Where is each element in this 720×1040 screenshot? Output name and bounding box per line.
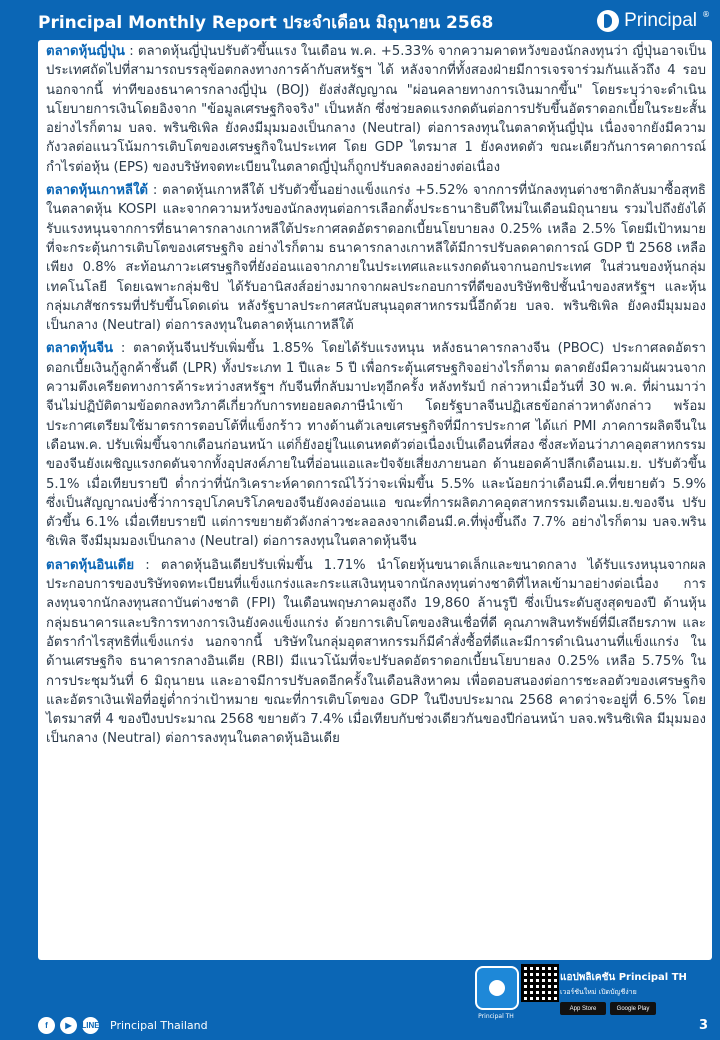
promo-subtitle: เวอร์ชันใหม่ เปิดบัญชีง่าย	[560, 988, 637, 996]
section-body-india: : ตลาดหุ้นอินเดียปรับเพิ่มขึ้น 1.71% นำโดยหุ้นขนาดเล็กและขนาดกลาง ได้รับแรงหนุนจากผลประกอบการของบริษัทจดทะเบียนที่แข็งแกร่งและกระแสเงินทุนจากนักลงทุนต่างชาติที่ไหลเข้ามาอย่างต่อเนื่อง การลงทุนจากนักลงทุนสถาบันต่างชาติ (FPI) ในเดือนพฤษภาคมสูงถึง 19,860 ล้านรูปี ซึ่งเป็นระดับสูงสุดของปี ด้านหุ้นกลุ่มธนาคารและบริการทางการเงินยังคงแข็งแกร่ง ด้วยการเติบโตของสินเชื่อที่ดี คุณภาพสินทรัพย์ที่มีเสถียรภาพ และอัตรากำไรสุทธิที่แข็งแกร่ง นอกจากนี้ บริษัทในกลุ่มอุตสาหกรรมก็มีคำสั่งซื้อที่ดีและมีการดำเนินงานที่แข็งแกร่ง ในด้านเศรษฐกิจ ธนาคารกลางอินเดีย (RBI) มีแนวโน้มที่จะปรับลดอัตราดอกเบี้ยนโยบายลง 0.25% เหลือ 5.75% ในการประชุมวันที่ 6 มิถุนายน และอาจมีการปรับลดอีกครั้งในเดือนสิงหาคม เพื่อตอบสนองต่อการชะลอตัวของเศรษฐกิจและอัตราเงินเฟ้อที่อยู่ต่ำกว่าเป้าหมาย ขณะที่การเติบโตของ GDP ในปีงบประมาณ 2568 คาดว่าจะอยู่ที่ 6.5% โดยไตรมาสที่ 4 ของปีงบประมาณ 2568 ขยายตัว 7.4% เมื่อเทียบกับช่วงเดียวกันของปีก่อนหน้า บลจ.พรินซิเพิล มีมุมมองเป็นกลาง (Neutral) ต่อการลงทุนในตลาดหุ้นอินเดีย	[46, 557, 706, 747]
app-store-badge[interactable]: App Store	[560, 1002, 606, 1015]
qr-code-icon	[521, 964, 559, 1002]
report-footer	[0, 960, 720, 1040]
youtube-icon[interactable]: ▶	[60, 1017, 77, 1034]
social-links	[38, 1017, 99, 1034]
section-heading-china: ตลาดหุ้นจีน	[46, 341, 114, 357]
report-title: Principal Monthly Report ประจำเดือน มิถุนายน 2568	[38, 13, 494, 33]
report-header	[0, 0, 720, 40]
section-body-china: : ตลาดหุ้นจีนปรับเพิ่มขึ้น 1.85% โดยได้รับแรงหนุน หลังธนาคารกลางจีน (PBOC) ประกาศลดอัตราดอกเบี้ยเงินกู้ลูกค้าชั้นดี (LPR) ทั้งประเภท 1 ปีและ 5 ปี เพื่อกระตุ้นเศรษฐกิจอย่างไรก็ตาม ตลาดยังมีความผันผวนจากความตึงเครียดทางการค้าระหว่างสหรัฐฯ กับจีนที่กลับมาปะทุอีกครั้ง หลังทรัมป์ กล่าวหาเมื่อวันที่ 30 พ.ค. ที่ผ่านมาว่า จีนไม่ปฏิบัติตามข้อตกลงทวิภาคีเกี่ยวกับการทยอยลดภาษีนำเข้า โดยรัฐบาลจีนปฏิเสธข้อกล่าวหาดังกล่าว พร้อมประกาศเตรียมใช้มาตรการตอบโต้ที่แข็งกร้าว ทางด้านตัวเลขเศรษฐกิจที่มีการประกาศ ได้แก่ PMI ภาคการผลิตจีนในเดือนพ.ค. ปรับเพิ่มขึ้นจากเดือนก่อนหน้า แต่ก็ยังอยู่ในแดนหดตัวต่อเนื่องเป็นเดือนที่สอง ซึ่งสะท้อนว่าภาคอุตสาหกรรมของจีนยังเผชิญแรงกดดันจากทั้งอุปสงค์ภายในที่อ่อนแอและปัจจัยเสี่ยงภายนอก ด้านยอดค้าปลีกเดือนเม.ย. ปรับตัวขึ้น 5.1% เมื่อเทียบรายปี ต่ำกว่าที่นักวิเคราะห์คาดการณ์ไว้ว่าจะเพิ่มขึ้น 5.5% และน้อยกว่าเดือนมี.ค.ที่ขยายตัว 5.9% ซึ่งเป็นสัญญาณบ่งชี้ว่าการอุปโภคบริโภคของจีนยังคงอ่อนแอ ขณะที่การผลิตภาคอุตสาหกรรมเดือนเม.ย.ของจีน ปรับตัวขึ้น 6.1% เมื่อเทียบรายปี แต่การขยายตัวดังกล่าวชะลอลงจากเดือนมี.ค.ที่พุ่งขึ้นถึง 7.7% อย่างไรก็ตาม บลจ.พรินซิเพิล จึงมีมุมมองเป็นกลาง (Neutral) ต่อการลงทุนในตลาดหุ้นจีน	[46, 341, 706, 550]
article-body	[46, 42, 706, 753]
principal-logo-icon	[597, 10, 619, 32]
section-heading-korea: ตลาดหุ้นเกาหลีใต้	[46, 183, 148, 199]
app-icon[interactable]	[475, 966, 519, 1010]
brand-name: Principal Thailand	[110, 1019, 208, 1032]
section-japan	[46, 42, 706, 177]
store-badges	[560, 1002, 656, 1015]
section-india	[46, 556, 706, 749]
app-icon-label: Principal TH	[478, 1013, 514, 1020]
logo-registered-mark: ®	[702, 10, 710, 19]
facebook-icon[interactable]: f	[38, 1017, 55, 1034]
section-body-korea: : ตลาดหุ้นเกาหลีใต้ ปรับตัวขึ้นอย่างแข็งแกร่ง +5.52% จากการที่นักลงทุนต่างชาติกลับมาซื้อสุทธิในตลาดหุ้น KOSPI และจากความหวังของนักลงทุนต่อการเลือกตั้งประธานาธิบดีใหม่ในเดือนมิถุนายน รวมไปถึงยังได้รับแรงหนุนจากการที่ธนาคารกลางเกาหลีใต้ประกาศลดอัตราดอกเบี้ยนโยบายลง 0.25% เหลือ 2.5% โดยมีเป้าหมายที่จะกระตุ้นการเติบโตของเศรษฐกิจ อย่างไรก็ตาม ธนาคารกลางเกาหลีใต้มีการปรับลดคาดการณ์ GDP ปี 2568 เหลือเพียง 0.8% สะท้อนภาวะเศรษฐกิจที่ยังอ่อนแอจากภายในประเทศและแรงกดดันจากนอกประเทศ ในส่วนของหุ้นกลุ่มเทคโนโลยี โดยเฉพาะกลุ่มชิป ได้รับอานิสงส์อย่างมากจากผลประกอบการที่ดีของบริษัทชิปชั้นนำของสหรัฐฯ และหุ้นกลุ่มเภสัชกรรมที่ปรับขึ้นโดดเด่น หลังรัฐบาลประกาศสนับสนุนอุตสาหกรรมนี้อีกด้วย บลจ. พรินซิเพิล ยังคงมีมุมมองเป็นกลาง (Neutral) ต่อการลงทุนในตลาดหุ้นเกาหลีใต้	[46, 183, 706, 334]
page-number: 3	[698, 1018, 708, 1033]
logo-text: Principal	[624, 10, 697, 31]
content-panel	[38, 40, 712, 960]
section-heading-india: ตลาดหุ้นอินเดีย	[46, 557, 135, 573]
google-play-badge[interactable]: Google Play	[610, 1002, 656, 1015]
section-body-japan: : ตลาดหุ้นญี่ปุ่นปรับตัวขึ้นแรง ในเดือน พ.ค. +5.33% จากความคาดหวังของนักลงทุนว่า ญี่ปุ่นอาจเป็นประเทศถัดไปที่สามารถบรรลุข้อตกลงทางการค้ากับสหรัฐฯ ได้ หลังจากที่ทั้งสองฝ่ายมีการเจรจาร่วมกันแล้วถึง 4 รอบ นอกจากนี้ ท่าทีของธนาคารกลางญี่ปุ่น (BOJ) ยังส่งสัญญาณ "ผ่อนคลายทางการเงินมากขึ้น" โดยระบุว่าจะดำเนินนโยบายการเงินโดยอิงจาก "ข้อมูลเศรษฐกิจจริง" เป็นหลัก ซึ่งช่วยลดแรงกดดันต่อการปรับขึ้นอัตราดอกเบี้ยในระยะสั้น อย่างไรก็ตาม บลจ. พรินซิเพิล ยังคงมีมุมมองเป็นกลาง (Neutral) ต่อการลงทุนในตลาดหุ้นญี่ปุ่น เนื่องจากยังมีความกังวลต่อแนวโน้มการเติบโตของเศรษฐกิจในประเทศ โดย GDP ไตรมาส 1 ยังคงหดตัว ขณะเดียวกันการคาดการณ์กำไรต่อหุ้น (EPS) ของบริษัทจดทะเบียนในตลาดญี่ปุ่นก็ถูกปรับลดลงอย่างต่อเนื่อง	[46, 44, 706, 175]
section-china	[46, 339, 706, 551]
promo-title: แอปพลิเคชัน Principal TH	[560, 972, 687, 983]
line-icon[interactable]: LINE	[82, 1017, 99, 1034]
app-promo	[560, 970, 687, 998]
section-korea	[46, 181, 706, 335]
principal-logo	[597, 8, 710, 34]
section-heading-japan: ตลาดหุ้นญี่ปุ่น	[46, 44, 125, 59]
